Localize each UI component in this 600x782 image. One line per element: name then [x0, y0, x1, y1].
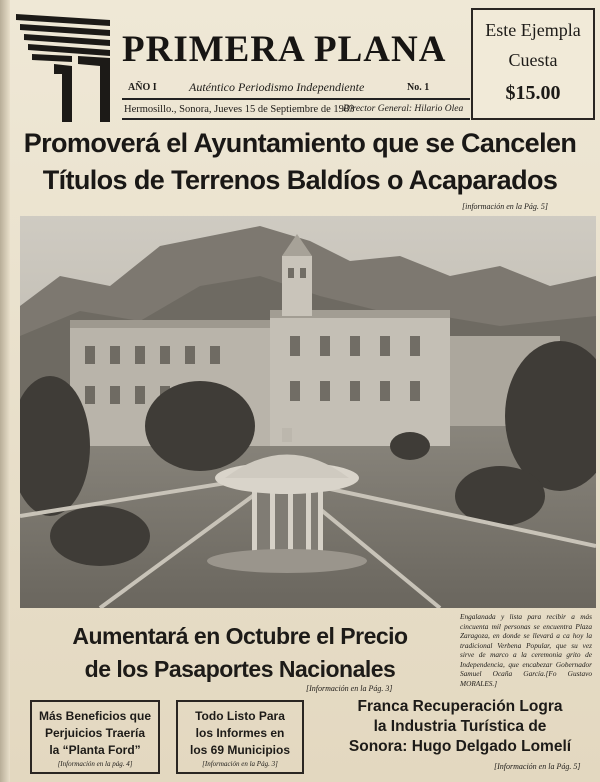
box2-line-1: Todo Listo Para	[195, 709, 285, 723]
issue-number: No. 1	[407, 82, 430, 93]
box2-line-2: los Informes en	[195, 726, 285, 740]
price-box	[471, 8, 595, 120]
masthead-rule-top	[122, 98, 470, 100]
second-headline-line-1: Aumentará en Octubre el Precio	[72, 623, 408, 649]
masthead-title: PRIMERA PLANA	[122, 29, 447, 70]
photo-caption: Engalanada y lista para recibir a más cincuenta mil personas se encuentra Plaza Zaragoza, en donde se llevará a ca hoy la tradicional Verbena Popular, que su vez sirve de marco a la ceremonia grito de Independencia, que encabezar Gobernador Samuel Ocaña García.[Fo Gustavo MORALES.]	[460, 612, 592, 688]
masthead-rule-bottom	[122, 118, 470, 120]
newspaper-logo	[14, 12, 114, 122]
front-page-photo	[20, 216, 596, 608]
third-page-reference: [Información en la Pág. 5]	[494, 762, 581, 771]
news-box-municipios	[176, 700, 304, 774]
third-headline	[330, 697, 590, 757]
price-value: $15.00	[505, 82, 561, 104]
lead-headline-line-1: Promoverá el Ayuntamiento que se Cancelen	[23, 128, 577, 158]
page-edge-shadow	[0, 0, 10, 782]
second-headline-line-2: de los Pasaportes Nacionales	[84, 656, 396, 682]
second-page-reference: [Información en la Pág. 3]	[306, 684, 393, 693]
box2-line-3: los 69 Municipios	[189, 743, 291, 757]
box1-line-3: la “Planta Ford”	[49, 743, 141, 757]
third-headline-line-1: Franca Recuperación Logra	[357, 698, 563, 715]
lead-page-reference: [información en la Pág. 5]	[462, 202, 548, 211]
third-headline-line-3: Sonora: Hugo Delgado Lomelí	[348, 738, 572, 755]
year-label: AÑO I	[128, 82, 157, 93]
tagline: Auténtico Periodismo Independiente	[189, 80, 365, 94]
news-box-planta-ford	[30, 700, 160, 774]
third-headline-line-2: la Industria Turística de	[373, 718, 547, 735]
price-label-1: Este Ejempla	[485, 20, 581, 40]
box2-page-reference: [Información en la Pág. 3]	[202, 760, 278, 768]
lead-headline-line-2: Títulos de Terrenos Baldíos o Acaparados	[42, 165, 558, 195]
box1-page-reference: [Información en la pág. 4]	[57, 760, 133, 768]
second-headline	[40, 620, 440, 686]
box1-line-2: Perjuicios Traería	[44, 726, 146, 740]
price-label-2: Cuesta	[508, 50, 558, 70]
box1-line-1: Más Beneficios que	[38, 709, 152, 723]
director-credit: Director General: Hilario Olea	[343, 104, 464, 114]
dateline: Hermosillo., Sonora, Jueves 15 de Septiembre de 1983	[124, 104, 355, 115]
